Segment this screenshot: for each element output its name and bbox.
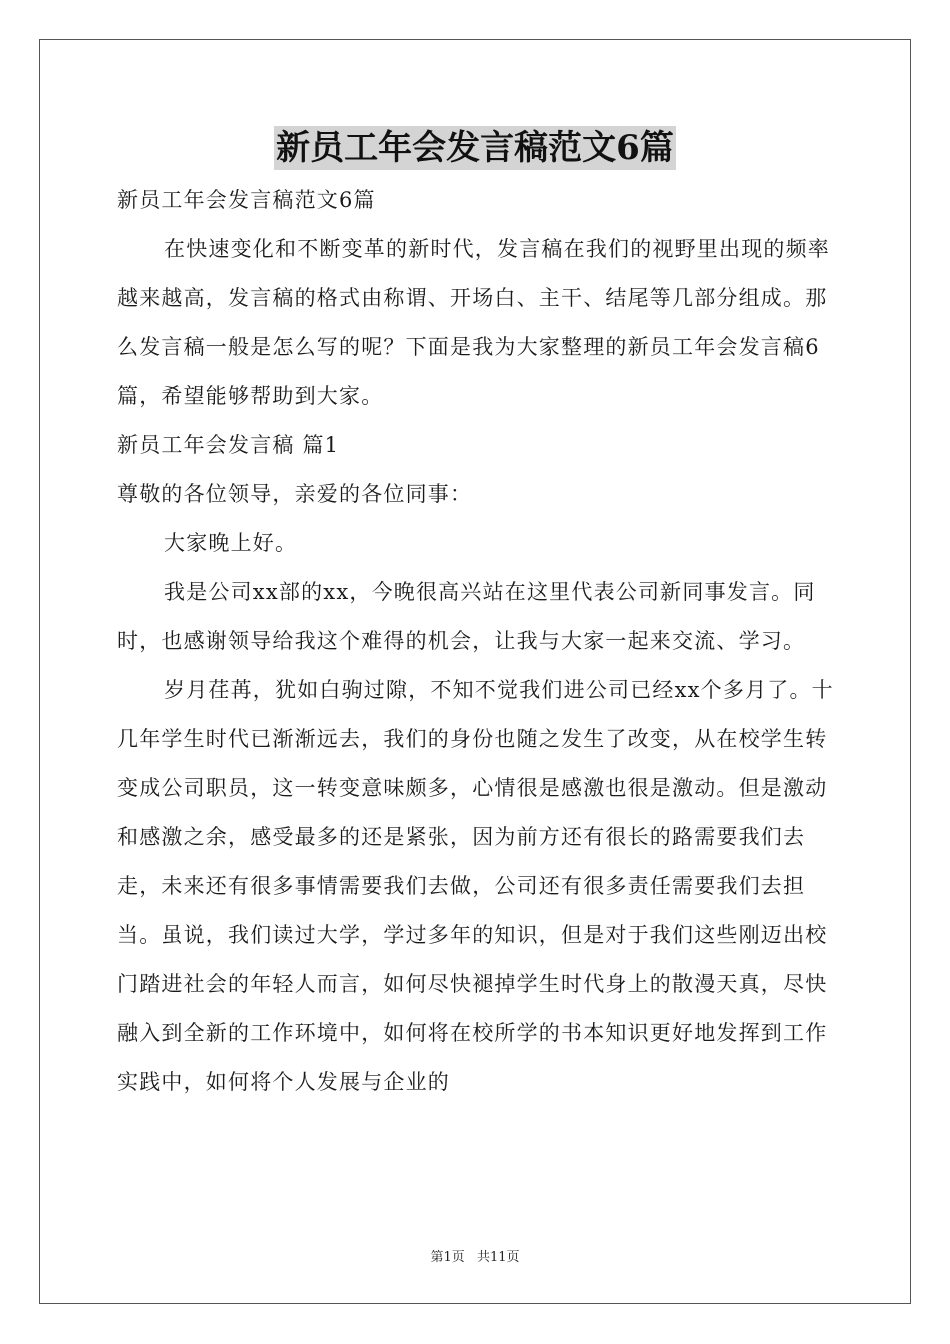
document-body [117, 176, 837, 1107]
paragraph-section-heading: 新员工年会发言稿 篇1 [117, 433, 340, 457]
paragraph-salutation: 尊敬的各位领导，亲爱的各位同事： [117, 482, 473, 506]
paragraph-intro: 在快速变化和不断变革的新时代，发言稿在我们的视野里出现的频率越来越高，发言稿的格式由称谓、开场白、主干、结尾等几部分组成。那么发言稿一般是怎么写的呢？下面是我为大家整理的新员工年会发言稿6篇，希望能够帮助到大家。 [117, 237, 830, 408]
paragraph-greeting: 大家晚上好。 [164, 531, 298, 555]
page-number: 第1页 [430, 1250, 465, 1265]
paragraph-subtitle: 新员工年会发言稿范文6篇 [117, 188, 376, 212]
page-footer [0, 1246, 950, 1265]
paragraph-introduction-speaker: 我是公司xx部的xx，今晚很高兴站在这里代表公司新同事发言。同时，也感谢领导给我这个难得的机会，让我与大家一起来交流、学习。 [117, 580, 816, 653]
paragraph-body: 岁月荏苒，犹如白驹过隙，不知不觉我们进公司已经xx个多月了。十几年学生时代已渐渐远去，我们的身份也随之发生了改变，从在校学生转变成公司职员，这一转变意味颇多，心情很是感激也很是激动。但是激动和感激之余，感受最多的还是紧张，因为前方还有很长的路需要我们去走，未来还有很多事情需要我们去做，公司还有很多责任需要我们去担当。虽说，我们读过大学，学过多年的知识，但是对于我们这些刚迈出校门踏进社会的年轻人而言，如何尽快褪掉学生时代身上的散漫天真，尽快融入到全新的工作环境中，如何将在校所学的书本知识更好地发挥到工作实践中，如何将个人发展与企业的 [117, 678, 834, 1094]
document-title: 新员工年会发言稿范文6篇 [276, 128, 674, 168]
title-wrap [0, 126, 950, 170]
page-total: 共11页 [476, 1250, 520, 1265]
